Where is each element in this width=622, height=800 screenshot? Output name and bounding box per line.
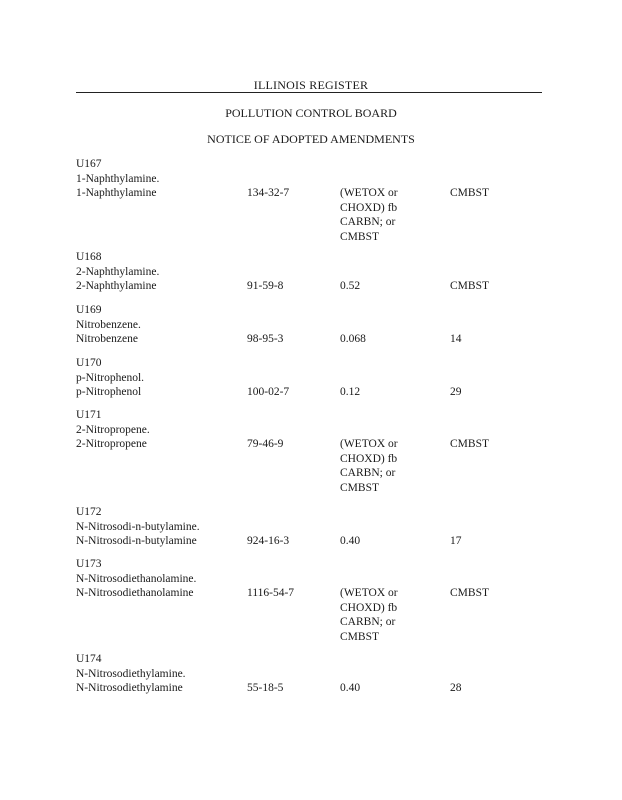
waste-code: U167: [76, 158, 102, 170]
wastewater-line: CMBST: [340, 481, 379, 494]
waste-entry: [76, 356, 546, 398]
waste-code: U168: [76, 251, 102, 263]
constituent-name: N-Nitrosodiethylamine: [76, 682, 183, 694]
wastewater-standard: [340, 534, 360, 549]
header-rule: [76, 92, 542, 93]
waste-code: U169: [76, 304, 102, 316]
cas-number: 924-16-3: [247, 535, 290, 547]
wastewater-line: CARBN; or: [340, 216, 396, 228]
wastewater-line: 0.068: [340, 333, 366, 345]
waste-common-name: p-Nitrophenol.: [76, 371, 145, 384]
nonwastewater-standard: CMBST: [450, 280, 489, 292]
constituent-name: 1-Naphthylamine: [76, 187, 157, 199]
waste-common-name: N-Nitrosodi-n-butylamine.: [76, 520, 200, 533]
constituent-name: N-Nitrosodi-n-butylamine: [76, 535, 197, 547]
constituent-name: 2-Nitropropene: [76, 438, 147, 450]
constituent-name: Nitrobenzene: [76, 333, 138, 345]
wastewater-standard: [340, 437, 398, 495]
waste-code: U174: [76, 653, 102, 665]
wastewater-standard: [340, 332, 366, 347]
waste-common-name: 1-Naphthylamine.: [76, 172, 160, 185]
cas-number: 98-95-3: [247, 333, 284, 345]
wastewater-standard: [340, 385, 360, 400]
wastewater-line: CHOXD) fb: [340, 201, 398, 214]
constituent-name: 2-Naphthylamine: [76, 280, 157, 292]
wastewater-line: CHOXD) fb: [340, 601, 398, 614]
nonwastewater-standard: CMBST: [450, 438, 489, 450]
waste-entry: [76, 157, 546, 243]
wastewater-standard: [340, 586, 398, 644]
waste-common-name: N-Nitrosodiethylamine.: [76, 667, 186, 680]
wastewater-line: (WETOX or: [340, 587, 398, 599]
cas-number: 55-18-5: [247, 682, 284, 694]
waste-common-name: N-Nitrosodiethanolamine.: [76, 572, 197, 585]
waste-common-name: 2-Naphthylamine.: [76, 265, 160, 278]
wastewater-line: CMBST: [340, 230, 379, 243]
nonwastewater-standard: 29: [450, 386, 462, 398]
waste-entry: [76, 505, 546, 547]
cas-number: 79-46-9: [247, 438, 284, 450]
waste-common-name: Nitrobenzene.: [76, 318, 141, 331]
waste-code: U171: [76, 409, 102, 421]
waste-entry: [76, 557, 546, 643]
constituent-name: N-Nitrosodiethanolamine: [76, 587, 194, 599]
constituent-name: p-Nitrophenol: [76, 386, 142, 398]
nonwastewater-standard: 14: [450, 333, 462, 345]
nonwastewater-standard: 17: [450, 535, 462, 547]
register-title: ILLINOIS REGISTER: [253, 78, 369, 92]
cas-number: 1116-54-7: [247, 587, 295, 599]
wastewater-line: CARBN; or: [340, 467, 396, 479]
wastewater-line: CMBST: [340, 630, 379, 643]
waste-code: U170: [76, 357, 102, 369]
wastewater-standard: [340, 279, 360, 294]
waste-code: U172: [76, 506, 102, 518]
nonwastewater-standard: 28: [450, 682, 462, 694]
notice-title: NOTICE OF ADOPTED AMENDMENTS: [207, 132, 415, 146]
waste-common-name: 2-Nitropropene.: [76, 423, 150, 436]
waste-entry: [76, 250, 546, 292]
wastewater-line: 0.12: [340, 386, 361, 398]
wastewater-line: (WETOX or: [340, 438, 398, 450]
nonwastewater-standard: CMBST: [450, 187, 489, 199]
wastewater-line: 0.40: [340, 682, 361, 694]
cas-number: 91-59-8: [247, 280, 284, 292]
wastewater-standard: [340, 681, 360, 696]
waste-code: U173: [76, 558, 102, 570]
waste-entry: [76, 652, 546, 694]
cas-number: 134-32-7: [247, 187, 290, 199]
wastewater-standard: [340, 186, 398, 244]
wastewater-line: 0.40: [340, 535, 361, 547]
waste-entry: [76, 408, 546, 494]
wastewater-line: CHOXD) fb: [340, 452, 398, 465]
cas-number: 100-02-7: [247, 386, 290, 398]
waste-entry: [76, 303, 546, 345]
wastewater-line: (WETOX or: [340, 187, 398, 199]
nonwastewater-standard: CMBST: [450, 587, 489, 599]
wastewater-line: 0.52: [340, 280, 361, 292]
wastewater-line: CARBN; or: [340, 616, 396, 628]
board-name: POLLUTION CONTROL BOARD: [225, 106, 397, 120]
